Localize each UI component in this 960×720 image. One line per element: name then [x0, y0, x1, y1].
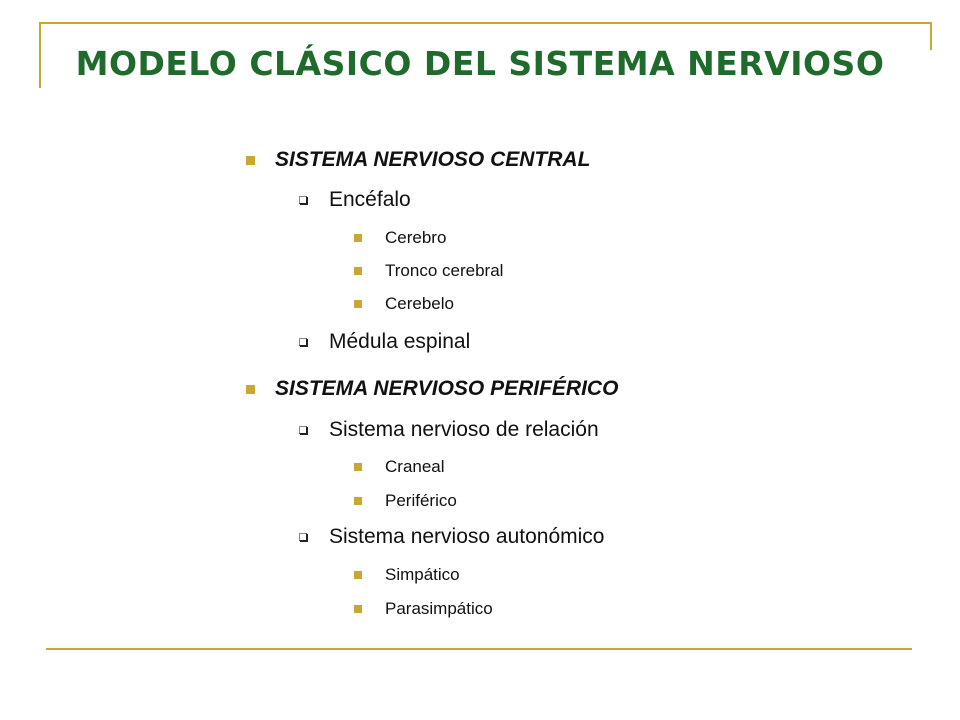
hollow-square-bullet-icon — [299, 338, 307, 346]
square-bullet-icon — [354, 463, 362, 471]
square-bullet-icon — [246, 156, 255, 165]
square-bullet-icon — [354, 497, 362, 505]
square-bullet-icon — [354, 300, 362, 308]
list-item-label: Cerebelo — [385, 294, 454, 313]
section-heading — [246, 148, 590, 172]
square-bullet-icon — [354, 234, 362, 242]
subsection-item — [299, 525, 604, 549]
square-bullet-icon — [354, 267, 362, 275]
list-item — [354, 261, 503, 281]
subsection-label: Sistema nervioso autonómico — [329, 525, 605, 548]
list-item-label: Tronco cerebral — [385, 261, 504, 280]
section-heading — [246, 377, 618, 401]
square-bullet-icon — [354, 605, 362, 613]
square-bullet-icon — [246, 385, 255, 394]
list-item-label: Simpático — [385, 565, 460, 584]
list-item — [354, 599, 493, 619]
list-item — [354, 228, 446, 248]
list-item — [354, 565, 460, 585]
list-item — [354, 491, 457, 511]
section-label: SISTEMA NERVIOSO PERIFÉRICO — [275, 377, 619, 400]
square-bullet-icon — [354, 571, 362, 579]
subsection-label: Médula espinal — [329, 330, 471, 353]
list-item-label: Periférico — [385, 491, 457, 510]
hollow-square-bullet-icon — [299, 426, 307, 434]
frame-bottom-rule — [46, 648, 912, 650]
hollow-square-bullet-icon — [299, 533, 307, 541]
subsection-item — [299, 418, 599, 442]
section-label: SISTEMA NERVIOSO CENTRAL — [275, 148, 591, 171]
subsection-item — [299, 330, 470, 354]
hollow-square-bullet-icon — [299, 196, 307, 204]
slide-title: MODELO CLÁSICO DEL SISTEMA NERVIOSO — [75, 44, 885, 83]
list-item-label: Craneal — [385, 457, 445, 476]
list-item-label: Cerebro — [385, 228, 447, 247]
subsection-label: Encéfalo — [329, 188, 411, 211]
list-item — [354, 294, 454, 314]
subsection-label: Sistema nervioso de relación — [329, 418, 599, 441]
list-item — [354, 457, 445, 477]
list-item-label: Parasimpático — [385, 599, 493, 618]
subsection-item — [299, 188, 411, 212]
